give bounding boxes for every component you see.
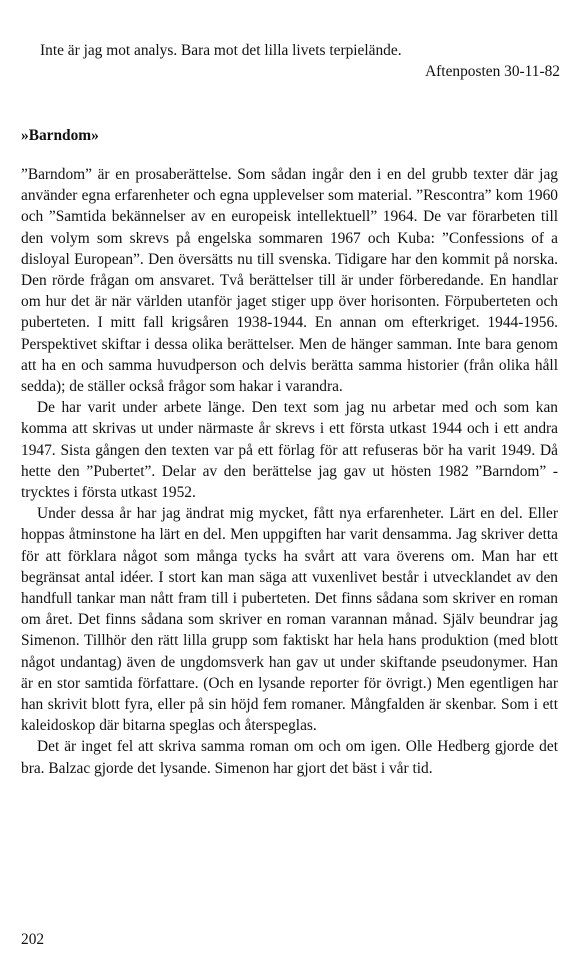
epigraph-quote: Inte är jag mot analys. Bara mot det lilla livets terpielände. (40, 42, 402, 59)
page-number: 202 (21, 931, 45, 948)
section-body (21, 164, 558, 779)
epigraph-source: Aftenposten 30-11-82 (425, 63, 560, 81)
paragraph: Under dessa år har jag ändrat mig mycket, fått nya erfarenheter. Lärt en del. Eller hoppas åtminstone ha lärt en del. Men uppgiften har varit densamma. Jag skriver detta för att förklara något som många tycks ha svårt att vara överens om. Man har ett begränsat antal idéer. I stort kan man säga att vuxenlivet består i utvecklandet av den handfull tankar man nått fram till i puberteten. Det finns sådana som skriver en roman om året. Det finns sådana som skriver en roman varannan månad. Själv beundrar jag Simenon. Tillhör den rätt lilla grupp som faktiskt har hela hans produktion (med blott något undantag) även de ungdomsverk han gav ut under skiftande pseudonymer. Han är en stor samtida författare. (Och en lysande reporter för övrigt.) Men egentligen har han skrivit blott fyra, eller på sin höjd fem romaner. Mångfalden är skenbar. Som i ett kaleidoskop där bitarna speglas och återspeglas. (21, 505, 558, 735)
paragraph: Det är inget fel att skriva samma roman om och om igen. Olle Hedberg gjorde det bra. Balzac gjorde det lysande. Simenon har gjort det bäst i vår tid. (21, 738, 558, 777)
paragraph: ”Barndom” är en prosaberättelse. Som sådan ingår den i en del grubb texter där jag använder egna erfarenheter och egna upplevelser som material. ”Rescontra” kom 1960 och ”Samtida bekännelser av en europeisk intellektuell” 1964. De var förarbeten till den volym som skrevs på engelska sommaren 1967 och Kuba: ”Confessions of a disloyal European”. Den översätts nu till svenska. Tidigare har den kommit på norska. Den rörde frågan om ansvaret. Två berättelser till är under förberedande. En handlar om hur det är när världen utanför jaget stiger upp över horisonten. Förpuberteten och puberteten. I mitt fall krigsåren 1938-1944. En annan om efterkriget. 1944-1956. Perspektivet skiftar i dessa olika berättelser. Men de hänger samman. Inte bara genom att ha en och samma huvudperson och delvis berätta samma historier (från olika håll sedda); de ställer också frågor som hakar i varandra. (21, 166, 558, 396)
paragraph: De har varit under arbete länge. Den text som jag nu arbetar med och som kan komma att skrivas ut under närmaste år skrevs i ett första utkast 1944 och i ett andra 1947. Sista gången den texten var på ett förlag för att refuseras bör ha varit 1949. Då hette den ”Pubertet”. Delar av den berättelse jag gav ut hösten 1982 ”Barndom” - trycktes i första utkast 1952. (21, 399, 558, 502)
section-heading: »Barndom» (21, 127, 99, 144)
epigraph (40, 40, 560, 82)
